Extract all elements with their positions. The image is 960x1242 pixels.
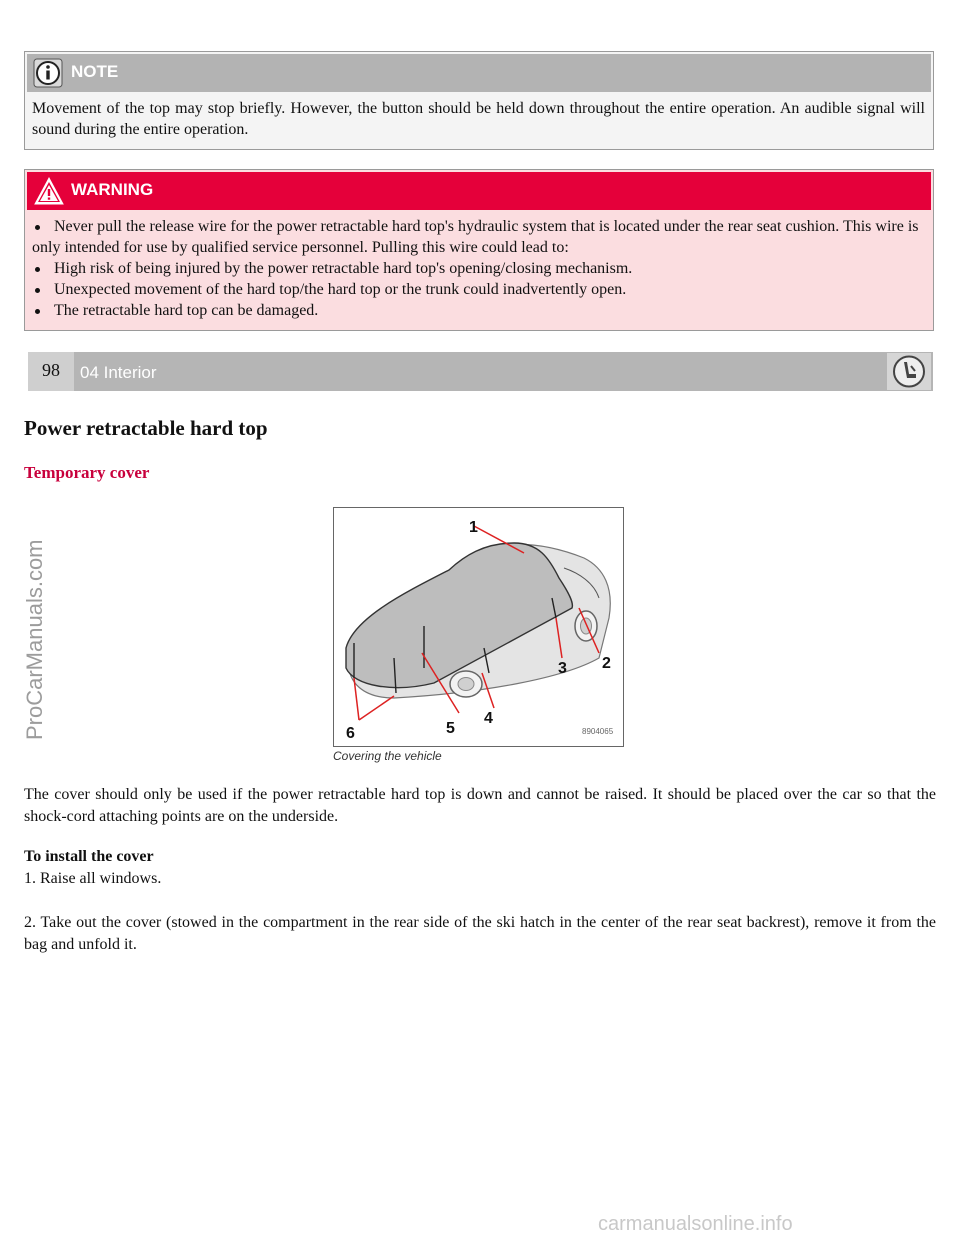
- vehicle-cover-illustration: [333, 507, 624, 747]
- warning-header: [27, 172, 931, 210]
- warning-triangle-icon: [33, 176, 65, 211]
- intro-paragraph: The cover should only be used if the power retractable hard top is down and cannot be raised. It should be placed over the car so that the shock-cord attaching points are on the underside.: [24, 786, 936, 825]
- section-heading: Temporary cover: [24, 463, 150, 482]
- warning-list: [27, 210, 931, 321]
- figure-caption: Covering the vehicle: [333, 749, 442, 763]
- warning-item: Never pull the release wire for the power retractable hard top's hydraulic system that is located under the rear seat cushion. This wire is only intended for use by qualified service personnel. Pulling this wire could lead to:: [32, 216, 925, 258]
- callout-6: 6: [346, 725, 355, 742]
- page-number: 98: [28, 352, 74, 391]
- note-title: NOTE: [71, 62, 119, 81]
- install-title: To install the cover: [24, 848, 154, 865]
- warning-box: [24, 169, 934, 331]
- footer-watermark: carmanualsonline.info: [598, 1213, 793, 1235]
- seat-icon: [887, 353, 931, 390]
- chapter-bar: [28, 352, 933, 391]
- chapter-title: 04 Interior: [76, 352, 888, 391]
- warning-item: The retractable hard top can be damaged.: [32, 300, 925, 321]
- note-header: [27, 54, 931, 92]
- warning-title: WARNING: [71, 180, 154, 199]
- callout-1: 1: [469, 519, 478, 536]
- callout-4: 4: [484, 710, 493, 727]
- warning-item: Unexpected movement of the hard top/the hard top or the trunk could inadvertently open.: [32, 279, 925, 300]
- note-box: [24, 51, 934, 150]
- note-text: Movement of the top may stop briefly. However, the button should be held down throughout the entire operation. An audible signal will sound during the entire operation.: [32, 100, 925, 138]
- info-icon: [33, 58, 63, 93]
- step-1: 1. Raise all windows.: [24, 870, 162, 887]
- warning-item: High risk of being injured by the power retractable hard top's opening/closing mechanism.: [32, 258, 925, 279]
- figure-code: 8904065: [582, 727, 614, 736]
- callout-3: 3: [558, 660, 567, 677]
- page-heading: Power retractable hard top: [24, 416, 268, 440]
- side-watermark: ProCarManuals.com: [22, 539, 47, 740]
- callout-5: 5: [446, 720, 455, 737]
- callout-2: 2: [602, 655, 611, 672]
- step-2: 2. Take out the cover (stowed in the compartment in the rear side of the ski hatch in the center of the rear seat backrest), remove it from the bag and unfold it.: [24, 914, 936, 953]
